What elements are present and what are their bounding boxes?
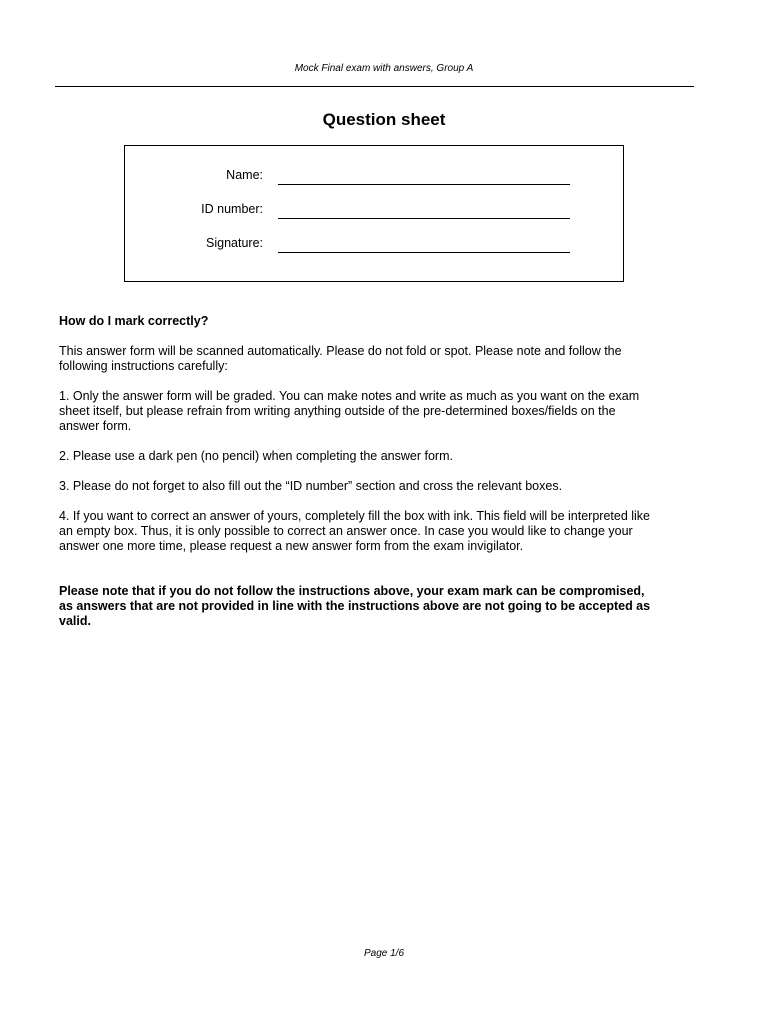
instruction-item-2: 2. Please use a dark pen (no pencil) when completing the answer form. — [59, 449, 453, 463]
id-number-label: ID number: — [201, 202, 263, 216]
page-number: Page 1/6 — [363, 948, 405, 959]
instructions-intro: This answer form will be scanned automatically. Please do not fold or spot. Please note and follow the following instructions carefully: — [59, 344, 622, 373]
signature-field-line — [278, 252, 570, 253]
signature-field-row — [125, 234, 625, 254]
id-number-field-row — [125, 200, 625, 220]
page-title: Question sheet — [322, 110, 446, 129]
name-field-line — [278, 184, 570, 185]
name-label: Name: — [226, 168, 263, 182]
instructions-heading: How do I mark correctly? — [59, 314, 209, 328]
signature-label: Signature: — [206, 236, 263, 250]
id-number-field-line — [278, 218, 570, 219]
student-id-box — [124, 145, 624, 282]
instructions-warning: Please note that if you do not follow the instructions above, your exam mark can be compromised, as answers that are not provided in line with the instructions above are not going to be accepted as valid. — [59, 584, 651, 628]
page-header: Mock Final exam with answers, Group A — [294, 63, 474, 74]
instruction-item-4: 4. If you want to correct an answer of yours, completely fill the box with ink. This field will be interpreted like an empty box. Thus, it is only possible to correct an answer once. In case you would like to change your answer one more time, please request a new answer form from the exam invigilator. — [59, 509, 651, 553]
instruction-item-1: 1. Only the answer form will be graded. You can make notes and write as much as you want on the exam sheet itself, but please refrain from writing anything outside of the pre-determined boxes/fields on the answer form. — [59, 389, 640, 433]
name-field-row — [125, 166, 625, 186]
header-divider — [55, 86, 694, 87]
instruction-item-3: 3. Please do not forget to also fill out the “ID number” section and cross the relevant boxes. — [59, 479, 563, 493]
instructions-section — [59, 314, 659, 644]
